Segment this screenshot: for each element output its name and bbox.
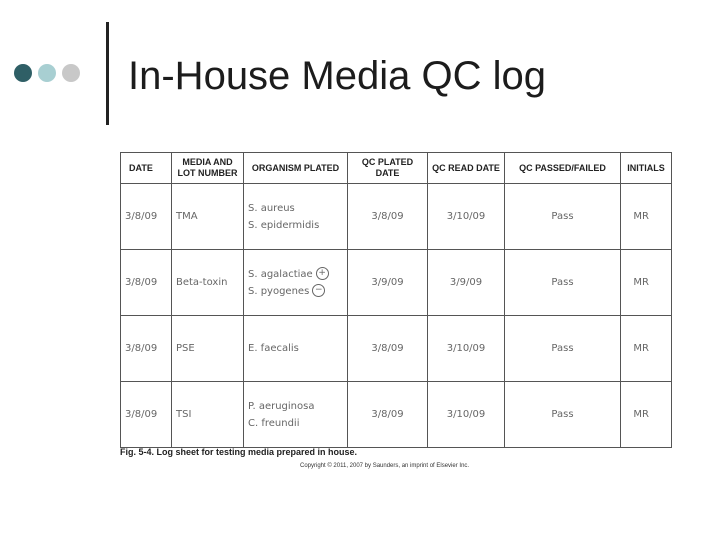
bullet-dot-gray [62,64,80,82]
table-header-row [121,153,672,184]
cell-date: 3/8/09 [121,382,172,448]
cell-organisms [244,250,348,316]
figure-caption: Fig. 5-4. Log sheet for testing media prepared in house. [120,447,358,457]
organism-line [248,266,343,283]
title-divider [106,22,109,125]
organism-line [248,217,343,234]
organism-line [248,340,343,357]
cell-initials: MR [621,382,672,448]
cell-media: PSE [172,316,244,382]
header-date: DATE [121,153,172,184]
cell-qc-read: 3/9/09 [428,250,505,316]
header-organism: ORGANISM PLATED [244,153,348,184]
organism-name: S. pyogenes [248,285,310,297]
cell-qc-read: 3/10/09 [428,316,505,382]
cell-media: Beta-toxin [172,250,244,316]
positive-sign-icon: + [316,267,329,280]
cell-initials: MR [621,316,672,382]
slide-title: In-House Media QC log [128,54,546,98]
table-row [121,184,672,250]
organism-line [248,398,343,415]
cell-organisms [244,316,348,382]
bullet-dot-dark [14,64,32,82]
cell-initials: MR [621,184,672,250]
header-media: MEDIA AND LOT NUMBER [172,153,244,184]
cell-organisms [244,184,348,250]
header-qc-plated: QC PLATED DATE [348,153,428,184]
cell-qc-plated: 3/8/09 [348,382,428,448]
organism-name: E. faecalis [248,343,299,354]
table-row [121,250,672,316]
organism-name: S. aureus [248,202,295,214]
copyright-notice: Copyright © 2011, 2007 by Saunders, an imprint of Elsevier Inc. [300,463,470,469]
negative-sign-icon: − [312,284,325,297]
organism-name: S. agalactiae [248,268,313,280]
cell-date: 3/8/09 [121,184,172,250]
cell-organisms [244,382,348,448]
table-row [121,316,672,382]
header-qc-result: QC PASSED/FAILED [505,153,621,184]
organism-line [248,283,343,300]
cell-date: 3/8/09 [121,250,172,316]
organism-line [248,200,343,217]
organism-name: S. epidermidis [248,219,320,231]
organism-line [248,415,343,432]
cell-initials: MR [621,250,672,316]
header-initials: INITIALS [621,153,672,184]
cell-media: TSI [172,382,244,448]
cell-qc-result: Pass [505,184,621,250]
cell-qc-plated: 3/8/09 [348,316,428,382]
cell-media: TMA [172,184,244,250]
cell-qc-plated: 3/9/09 [348,250,428,316]
bullet-dots [14,64,80,82]
organism-name: P. aeruginosa [248,400,315,412]
cell-qc-result: Pass [505,382,621,448]
qc-log-table [120,152,672,448]
header-qc-read: QC READ DATE [428,153,505,184]
organism-name: C. freundii [248,417,300,429]
cell-date: 3/8/09 [121,316,172,382]
table-row [121,382,672,448]
cell-qc-result: Pass [505,316,621,382]
cell-qc-result: Pass [505,250,621,316]
cell-qc-read: 3/10/09 [428,382,505,448]
cell-qc-plated: 3/8/09 [348,184,428,250]
bullet-dot-light [38,64,56,82]
cell-qc-read: 3/10/09 [428,184,505,250]
